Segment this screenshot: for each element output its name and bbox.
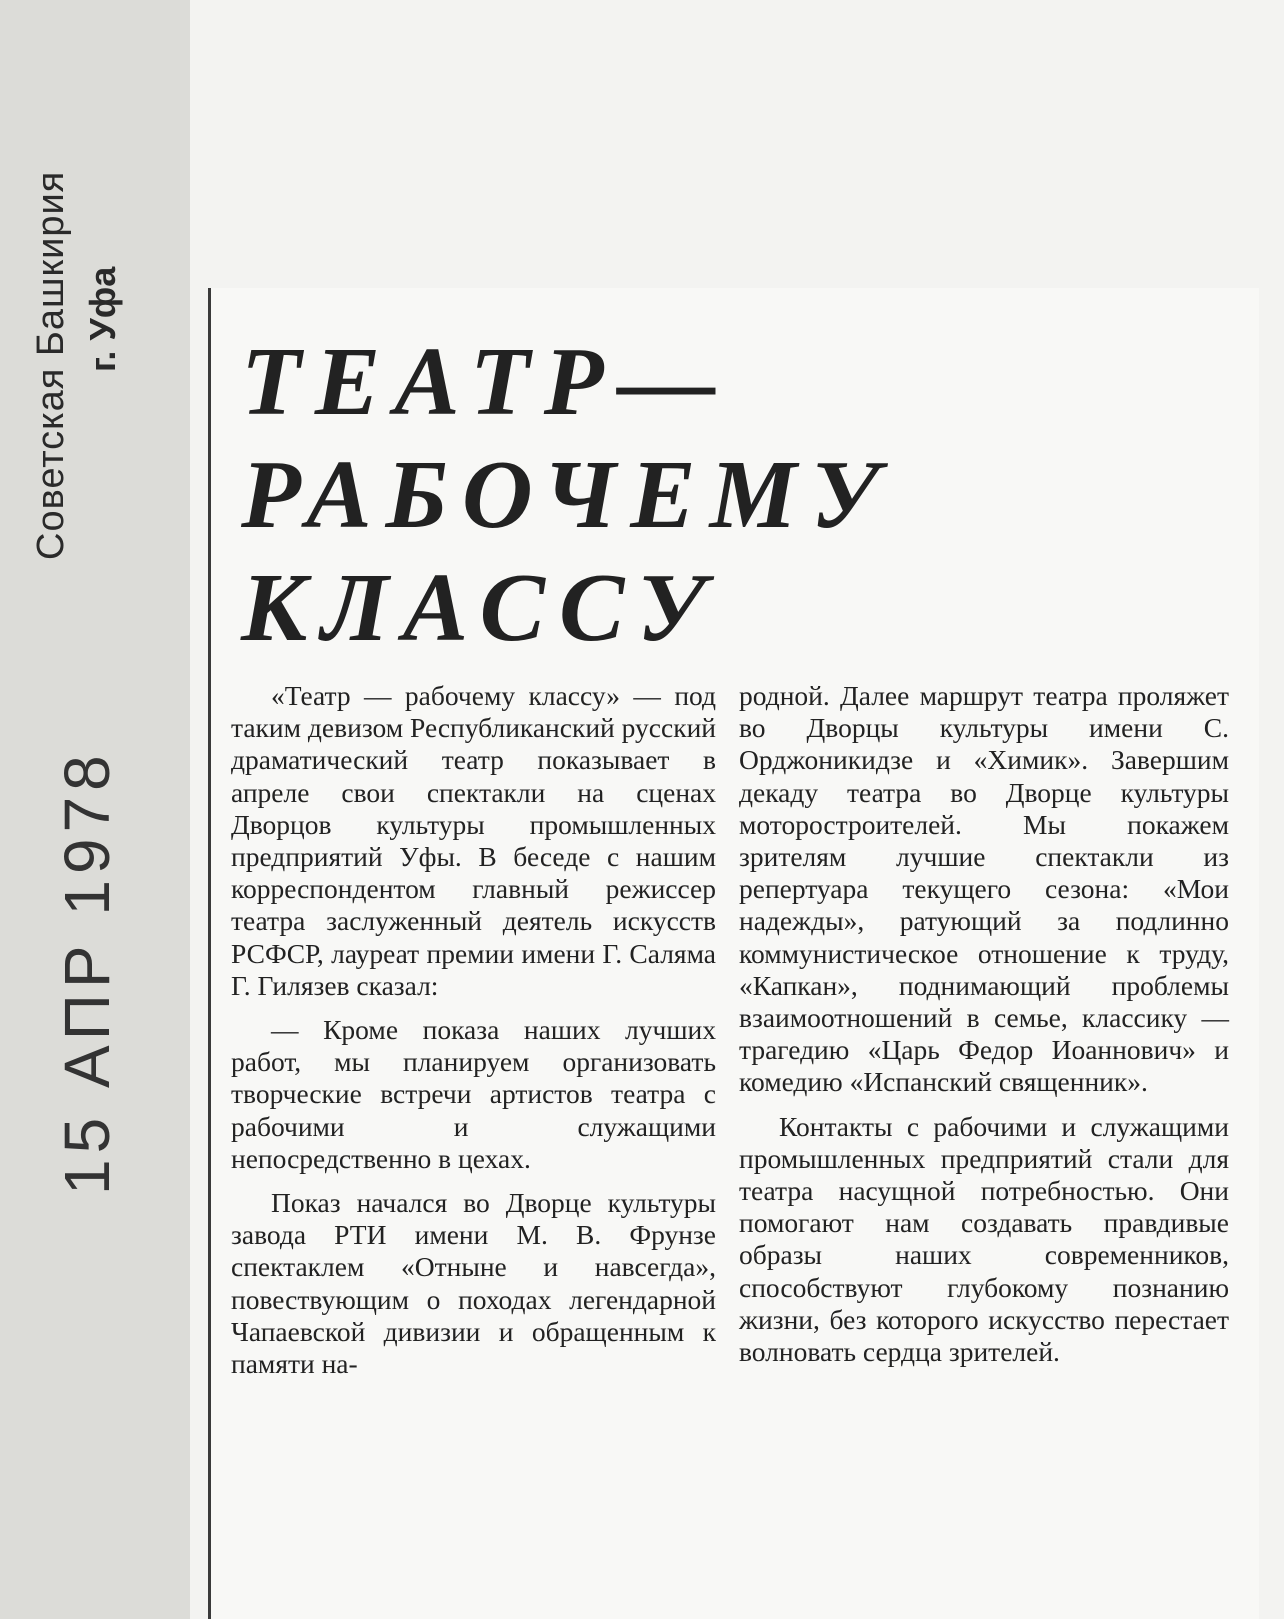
- headline-line-1: ТЕАТР—: [241, 328, 730, 436]
- date-stamp: 15 АПР 1978: [51, 749, 123, 1195]
- headline-line-3: КЛАССУ: [241, 554, 720, 662]
- stamp-strip: [0, 0, 190, 1619]
- paragraph: Контакты с рабочими и служащими промышленных предприятий стали для театра насущной потребностью. Они помогают нам создавать правдивые образы наших современников, способствуют глубокому познанию жизни, без которого искусство перестает волновать сердца зрителей.: [739, 1110, 1229, 1368]
- city-name: г. Уфа: [82, 266, 123, 372]
- paragraph: Показ начался во Дворце культуры завода РТИ имени М. В. Фрунзе спектаклем «Отныне и навсегда», повествующим о походах легендарной Чапаевской дивизии и обращенным к памяти на-: [231, 1187, 716, 1380]
- article-headline: [241, 326, 1001, 665]
- article-clipping: [208, 288, 1259, 1619]
- paragraph: «Театр — рабочему классу» — под таким девизом Республиканский русский драматический театр показывает в апреле свои спектакли на сценах Дворцов культуры промышленных предприятий Уфы. В беседе с нашим корреспондентом главный режиссер театра заслуженный деятель искусств РСФСР, лауреат премии имени Г. Саляма Г. Гилязев сказал:: [231, 680, 716, 1001]
- article-column-right: [739, 680, 1229, 1380]
- newspaper-name: Советская Башкирия: [30, 170, 72, 560]
- paragraph: родной. Далее маршрут театра проляжет во Дворцы культуры имени С. Орджоникидзе и «Химик». Завершим декаду театра во Дворце культуры моторостроителей. Мы покажем зрителям лучшие спектакли из репертуара текущего сезона: «Мои надежды», ратующий за подлинно коммунистическое отношение к труду, «Капкан», поднимающий проблемы взаимоотношений в семье, классику — трагедию «Царь Федор Иоаннович» и комедию «Испанский священник».: [739, 680, 1229, 1098]
- headline-line-2: РАБОЧЕМУ: [241, 441, 893, 549]
- paragraph: — Кроме показа наших лучших работ, мы планируем организовать творческие встречи артистов театра с рабочими и служащими непосредственно в цехах.: [231, 1014, 716, 1174]
- article-column-left: [231, 680, 716, 1392]
